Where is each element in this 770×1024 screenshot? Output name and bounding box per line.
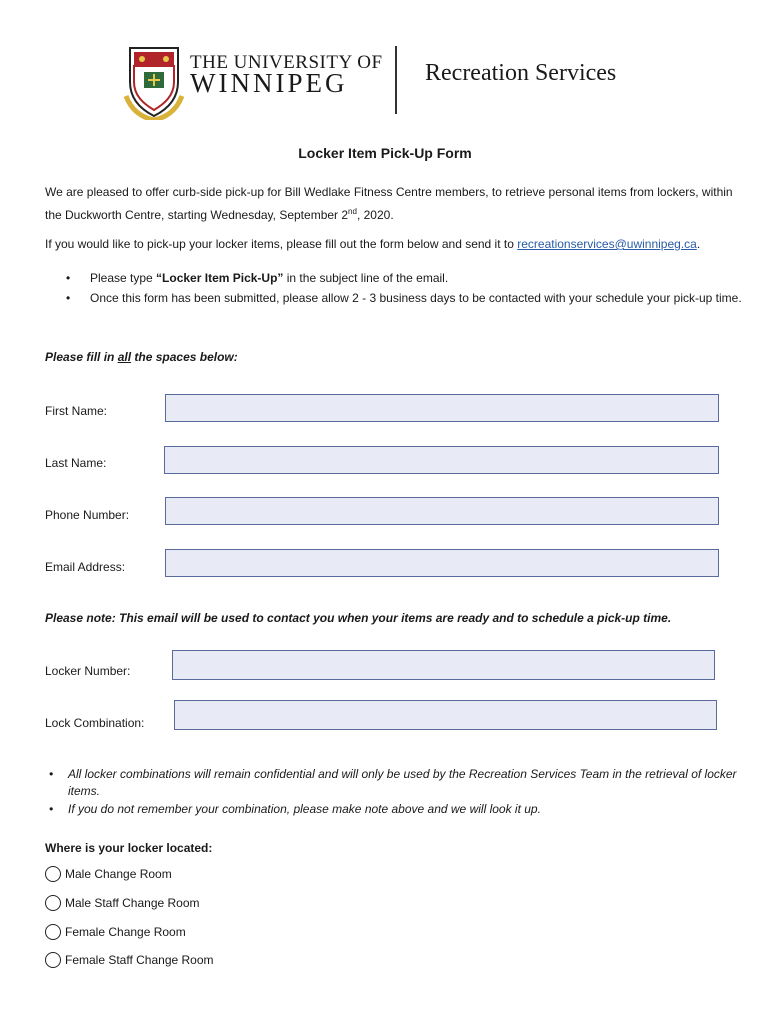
instruction-paragraph xyxy=(45,234,745,254)
fill-prompt-text-end: the spaces below: xyxy=(131,350,238,364)
fill-prompt xyxy=(45,350,238,364)
option-label: Male Staff Change Room xyxy=(65,896,200,910)
last-name-field[interactable] xyxy=(164,446,719,474)
bullet-text: Once this form has been submitted, please allow 2 - 3 business days to be contacted with your schedule your pick-up time. xyxy=(90,291,742,305)
university-name-line1: THE UNIVERSITY OF xyxy=(190,52,383,73)
radio-button[interactable] xyxy=(45,866,61,882)
option-female-staff-change-room[interactable] xyxy=(45,952,214,968)
lock-combination-field[interactable] xyxy=(174,700,717,730)
radio-button[interactable] xyxy=(45,952,61,968)
radio-button[interactable] xyxy=(45,895,61,911)
option-male-staff-change-room[interactable] xyxy=(45,895,200,911)
locker-location-question: Where is your locker located: xyxy=(45,841,213,855)
university-crest-logo xyxy=(122,44,186,120)
locker-number-field[interactable] xyxy=(172,650,715,680)
option-male-change-room[interactable] xyxy=(45,866,172,882)
option-label: Male Change Room xyxy=(65,867,172,881)
phone-number-field[interactable] xyxy=(165,497,719,525)
first-name-label: First Name: xyxy=(45,404,108,418)
locker-number-label: Locker Number: xyxy=(45,664,131,678)
form-title: Locker Item Pick-Up Form xyxy=(298,145,472,161)
fill-prompt-text: Please fill in xyxy=(45,350,118,364)
phone-number-label: Phone Number: xyxy=(45,508,130,522)
list-item: • If you do not remember your combination, please make note above and we will look it up. xyxy=(45,801,745,818)
confidentiality-bullet-list xyxy=(45,766,745,819)
email-note: Please note: This email will be used to contact you when your items are ready and to schedule a pick-up time. xyxy=(45,611,672,625)
bullet-text: Please type xyxy=(90,271,157,285)
email-address-field[interactable] xyxy=(165,549,719,577)
option-label: Female Staff Change Room xyxy=(65,953,214,967)
list-item xyxy=(62,288,742,308)
option-label: Female Change Room xyxy=(65,925,186,939)
department-name: Recreation Services xyxy=(425,60,617,86)
header-divider xyxy=(395,46,397,114)
instruction-end: . xyxy=(696,237,701,251)
last-name-label: Last Name: xyxy=(45,456,107,470)
email-link[interactable]: recreationservices@uwinnipeg.ca xyxy=(517,237,697,251)
option-female-change-room[interactable] xyxy=(45,924,186,940)
intro-text-end: , 2020. xyxy=(356,208,394,222)
instruction-text: If you would like to pick-up your locker items, please fill out the form below and send it to xyxy=(45,237,518,251)
list-item xyxy=(62,268,742,288)
subject-line-text: “Locker Item Pick-Up” xyxy=(156,271,284,285)
university-name-line2: WINNIPEG xyxy=(190,68,348,98)
radio-button[interactable] xyxy=(45,924,61,940)
intro-paragraph xyxy=(45,182,745,225)
email-address-label: Email Address: xyxy=(45,560,126,574)
fill-prompt-underline: all xyxy=(117,350,132,364)
first-name-field[interactable] xyxy=(165,394,719,422)
intro-superscript: nd xyxy=(348,207,357,216)
bullet-text: in the subject line of the email. xyxy=(283,271,449,285)
lock-combination-label: Lock Combination: xyxy=(45,716,145,730)
intro-text: We are pleased to offer curb-side pick-up for Bill Wedlake Fitness Centre members, to retrieve personal items from lockers, within the Duckworth Centre, starting Wednesday, September 2 xyxy=(45,185,733,222)
list-item: • All locker combinations will remain confidential and will only be used by the Recreation Services Team in the retrieval of locker items. xyxy=(45,766,745,800)
instruction-bullet-list xyxy=(62,268,742,308)
